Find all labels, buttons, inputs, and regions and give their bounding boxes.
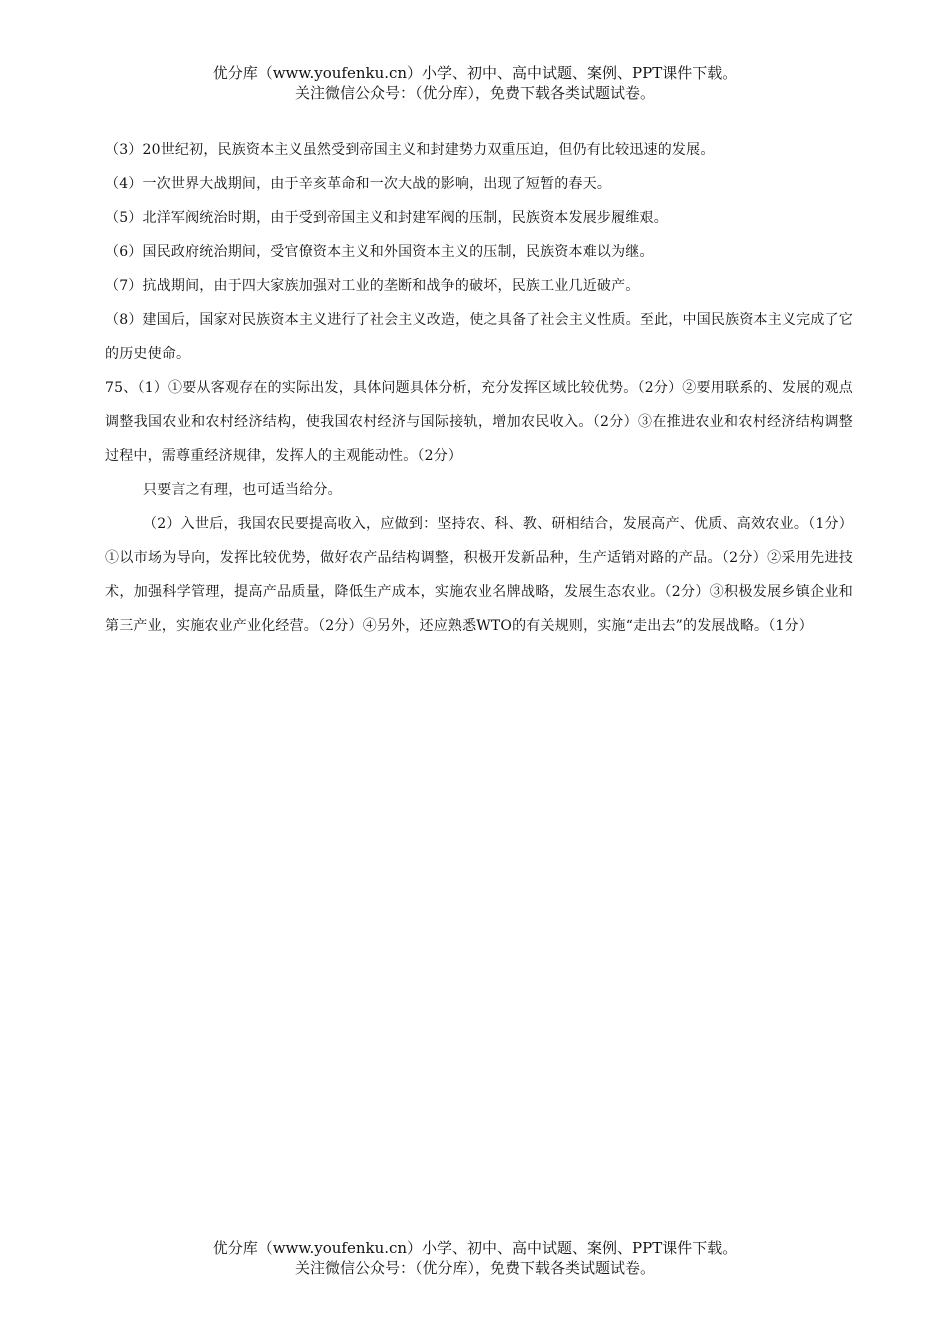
page-header — [0, 63, 950, 103]
answer-content — [105, 133, 853, 643]
q75-scoring-note: 只要言之有理，也可适当给分。 — [143, 482, 342, 498]
header-line-1: 优分库（www.youfenku.cn）小学、初中、高中试题、案例、PPT课件下载。 — [212, 64, 738, 82]
q75-part-1: 75、（1）①要从客观存在的实际出发，具体问题具体分析，充分发挥区域比较优势。（2分）②要用联系的、发展的观点调整我国农业和农村经济结构，使我国农村经济与国际接轨，增加农民收入。（2分）③在推进农业和农村经济结构调整过程中，需尊重经济规律，发挥人的主观能动性。（2分） — [105, 380, 853, 464]
q75-part-2: （2）入世后，我国农民要提高收入，应做到：坚持农、科、教、研相结合，发展高产、优质、高效农业。（1分）①以市场为导向，发挥比较优势，做好农产品结构调整，积极开发新品种，生产适销对路的产品。（2分）②采用先进技术，加强科学管理，提高产品质量，降低生产成本，实施农业名牌战略，发展生态农业。（2分）③积极发展乡镇企业和第三产业，实施农业产业化经营。（2分）④另外，还应熟悉WTO的有关规则，实施“走出去”的发展战略。（1分） — [105, 516, 853, 634]
footer-line-1: 优分库（www.youfenku.cn）小学、初中、高中试题、案例、PPT课件下载。 — [212, 1239, 738, 1257]
answer-item-8: （8）建国后，国家对民族资本主义进行了社会主义改造，使之具备了社会主义性质。至此，中国民族资本主义完成了它的历史使命。 — [105, 312, 853, 362]
answer-item-3: （3）20世纪初，民族资本主义虽然受到帝国主义和封建势力双重压迫，但仍有比较迅速的发展。 — [105, 142, 715, 158]
page-footer — [0, 1238, 950, 1278]
footer-line-2: 关注微信公众号：（优分库），免费下载各类试题试卷。 — [294, 1259, 655, 1277]
header-line-2: 关注微信公众号：（优分库），免费下载各类试题试卷。 — [294, 84, 655, 102]
answer-item-5: （5）北洋军阀统治时期，由于受到帝国主义和封建军阀的压制，民族资本发展步履维艰。 — [105, 210, 668, 226]
answer-item-6: （6）国民政府统治期间，受官僚资本主义和外国资本主义的压制，民族资本难以为继。 — [105, 244, 654, 260]
answer-item-4: （4）一次世界大战期间，由于辛亥革命和一次大战的影响，出现了短暂的春天。 — [105, 176, 612, 192]
answer-item-7: （7）抗战期间，由于四大家族加强对工业的垄断和战争的破坏，民族工业几近破产。 — [105, 278, 640, 294]
